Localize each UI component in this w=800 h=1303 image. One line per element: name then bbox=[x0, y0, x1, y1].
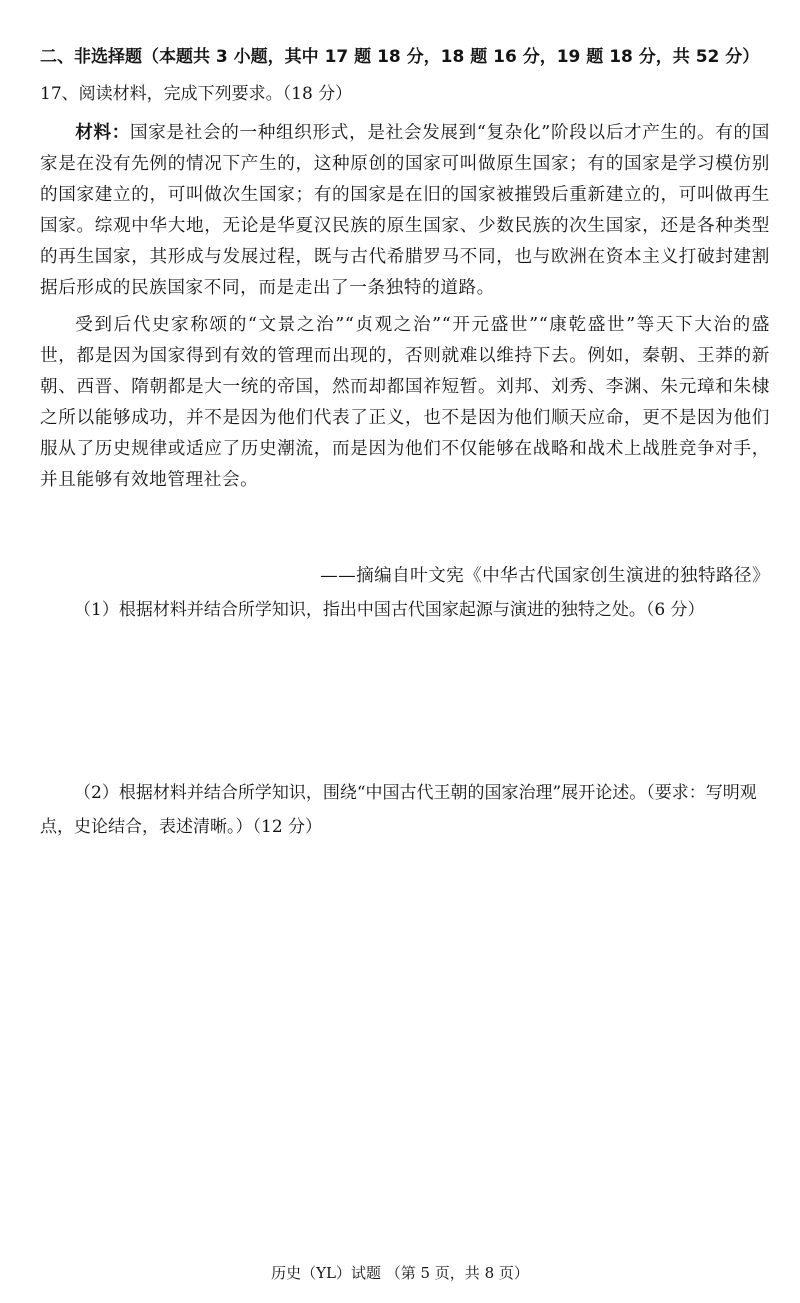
material-text-1: 国家是社会的一种组织形式，是社会发展到“复杂化”阶段以后才产生的。有的国家是在没有先例的情况下产生的，这种原创的国家可叫做原生国家；有的国家是学习模仿别的国家建立的，可叫做次生国家；有的国家是在旧的国家被摧毁后重新建立的，可叫做再生国家。综观中华大地，无论是华夏汉民族的原生国家、少数民族的次生国家，还是各种类型的再生国家，其形成与发展过程，既与古代希腊罗马不同，也与欧洲在资本主义打破封建割据后形成的民族国家不同，而是走出了一条独特的道路。 bbox=[40, 123, 770, 298]
material-paragraph-1 bbox=[40, 118, 770, 304]
material-text-2: 受到后代史家称颂的“文景之治”“贞观之治”“开元盛世”“康乾盛世”等天下大治的盛世，都是因为国家得到有效的管理而出现的，否则就难以维持下去。例如，秦朝、王莽的新朝、西晋、隋朝都是大一统的帝国，然而却都国祚短暂。刘邦、刘秀、李渊、朱元璋和朱棣之所以能够成功，并不是因为他们代表了正义，也不是因为他们顺天应命，更不是因为他们服从了历史规律或适应了历史潮流，而是因为他们不仅能够在战略和战术上战胜竞争对手，并且能够有效地管理社会。 bbox=[40, 315, 770, 490]
material-paragraph-2 bbox=[40, 310, 770, 496]
sub-question-2: （2）根据材料并结合所学知识，围绕“中国古代王朝的国家治理”展开论述。（要求：写明观点，史论结合，表述清晰。）（12 分） bbox=[40, 783, 757, 837]
material-source: ——摘编自叶文宪《中华古代国家创生演进的独特路径》 bbox=[320, 566, 770, 586]
section-heading: 二、非选择题（本题共 3 小题，其中 17 题 18 分，18 题 16 分，19 题 18 分，共 52 分） bbox=[40, 47, 760, 67]
question-stem: 17、阅读材料，完成下列要求。（18 分） bbox=[40, 84, 353, 104]
sub-question-1: （1）根据材料并结合所学知识，指出中国古代国家起源与演进的独特之处。（6 分） bbox=[74, 600, 705, 620]
page-footer: 历史（YL）试题 （第 5 页，共 8 页） bbox=[271, 1264, 529, 1282]
material-label: 材料： bbox=[75, 123, 130, 143]
reading-material bbox=[40, 118, 770, 502]
